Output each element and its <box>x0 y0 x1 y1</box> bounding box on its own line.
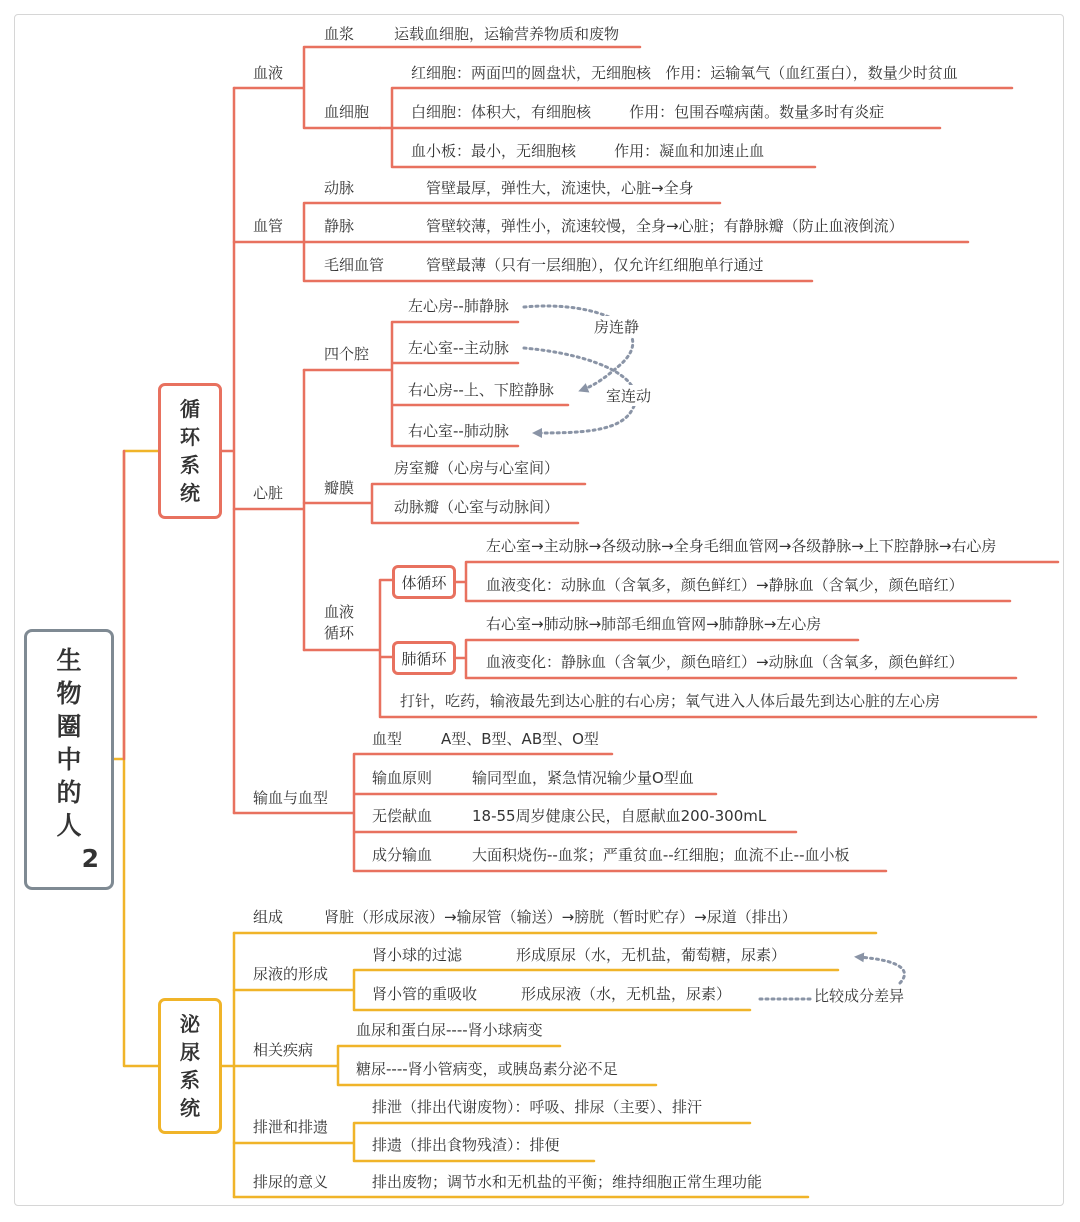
root-title-char: 的 <box>56 778 82 807</box>
circulatory-title-char: 循 <box>180 397 200 421</box>
pulmonary-circulation-topic <box>392 641 456 675</box>
circulatory-system-topic <box>158 383 222 519</box>
root-title-char: 物 <box>56 679 82 708</box>
systemic-blood-change: 血液变化：动脉血（含氧多，颜色鲜红）→静脉血（含氧少，颜色暗红） <box>486 576 964 594</box>
transfusion-item-label: 输血原则 <box>372 769 433 787</box>
pulmonary-path: 右心室→肺动脉→肺部毛细血管网→肺静脉→左心房 <box>486 615 822 633</box>
plasma-label: 血浆 <box>324 25 355 43</box>
urinary-title-char: 泌 <box>180 1012 200 1036</box>
transfusion-item-desc: 输同型血，紧急情况输少量O型血 <box>472 769 694 787</box>
circulatory-title-char: 环 <box>180 425 200 449</box>
white-blood-cell-desc: 白细胞：体积大，有细胞核 作用：包围吞噬病菌。数量多时有炎症 <box>411 103 885 121</box>
root-topic <box>24 629 114 890</box>
composition-label: 组成 <box>253 908 284 926</box>
root-title-char: 人 <box>56 811 82 840</box>
compare-difference-note: 比较成分差异 <box>814 987 905 1005</box>
circulation-label: 循环 <box>324 624 355 642</box>
disease-item: 血尿和蛋白尿----肾小球病变 <box>356 1021 543 1039</box>
plasma-desc: 运载血细胞，运输营养物质和废物 <box>394 25 620 43</box>
transfusion-item-label: 无偿献血 <box>372 807 433 825</box>
composition-desc: 肾脏（形成尿液）→输尿管（输送）→膀胱（暂时贮存）→尿道（排出） <box>324 908 797 926</box>
transfusion-label: 输血与血型 <box>253 789 329 807</box>
disease-item: 糖尿----肾小管病变，或胰岛素分泌不足 <box>356 1060 618 1078</box>
artery-label: 动脉 <box>324 179 355 197</box>
urinary-system-topic <box>158 998 222 1134</box>
valve-item: 动脉瓣（心室与动脉间） <box>394 498 560 516</box>
transfusion-item-desc: 大面积烧伤--血浆；严重贫血--红细胞；血流不止--血小板 <box>472 846 850 864</box>
excretion-item: 排遗（排出食物残渣）：排便 <box>372 1136 560 1154</box>
filtration-label: 肾小球的过滤 <box>372 946 463 964</box>
blood-cells-label: 血细胞 <box>324 103 370 121</box>
heart-branch <box>234 370 304 650</box>
urinary-trunk <box>222 933 234 1197</box>
vein-label: 静脉 <box>324 217 355 235</box>
reabsorption-label: 肾小管的重吸收 <box>372 985 478 1003</box>
transfusion-item-label: 成分输血 <box>372 846 433 864</box>
urination-meaning-label: 排尿的意义 <box>253 1173 329 1191</box>
chambers-label: 四个腔 <box>324 345 370 363</box>
pulmonary-circulation-label: 肺循环 <box>401 649 447 668</box>
artery-desc: 管壁最厚，弹性大，流速快，心脏→全身 <box>426 179 694 197</box>
excretion-label: 排泄和排遗 <box>253 1118 329 1136</box>
capillary-label: 毛细血管 <box>324 256 385 274</box>
urination-meaning-desc: 排出废物；调节水和无机盐的平衡；维持细胞正常生理功能 <box>372 1173 763 1191</box>
circulatory-title-char: 统 <box>180 481 200 505</box>
root-title-char: 圈 <box>56 712 82 741</box>
red-blood-cell-desc: 红细胞：两面凹的圆盘状，无细胞核 作用：运输氧气（血红蛋白），数量少时贫血 <box>411 64 958 82</box>
excretion-item: 排泄（排出代谢废物）：呼吸、排尿（主要）、排汗 <box>372 1098 703 1116</box>
vessels-label: 血管 <box>253 217 284 235</box>
root-title-char: 中 <box>56 745 82 774</box>
circulation-note: 打针，吃药，输液最先到达心脏的右心房；氧气进入人体后最先到达心脏的左心房 <box>400 692 941 710</box>
systemic-circulation-topic <box>392 565 456 599</box>
root-title-char: 生 <box>56 646 82 675</box>
root-title-char: 2 <box>81 844 99 873</box>
capillary-desc: 管壁最薄（只有一层细胞），仅允许红细胞单行通过 <box>426 256 764 274</box>
transfusion-item-desc: 18-55周岁健康公民，自愿献血200-300mL <box>472 807 767 825</box>
chamber-item: 左心室--主动脉 <box>408 339 509 357</box>
systemic-circulation-label: 体循环 <box>401 573 447 592</box>
pulmonary-blood-change: 血液变化：静脉血（含氧少，颜色暗红）→动脉血（含氧多，颜色鲜红） <box>486 653 964 671</box>
chamber-item: 左心房--肺静脉 <box>408 297 509 315</box>
valves-label: 瓣膜 <box>324 479 355 497</box>
atrium-vein-note: 房连静 <box>594 318 640 336</box>
transfusion-item-label: 血型 <box>372 730 403 748</box>
transfusion-item-desc: A型、B型、AB型、O型 <box>441 730 599 748</box>
urinary-title-char: 系 <box>180 1068 200 1092</box>
urinary-title-char: 统 <box>180 1096 200 1120</box>
diseases-label: 相关疾病 <box>253 1041 314 1059</box>
ventricle-artery-note: 室连动 <box>606 387 652 405</box>
valve-item: 房室瓣（心房与心室间） <box>394 459 560 477</box>
chamber-item: 右心室--肺动脉 <box>408 422 509 440</box>
circulatory-title-char: 系 <box>180 453 200 477</box>
circulation-label: 血液 <box>324 603 355 621</box>
chamber-item: 右心房--上、下腔静脉 <box>408 381 554 399</box>
formation-label: 尿液的形成 <box>253 965 329 983</box>
heart-label: 心脏 <box>253 484 284 502</box>
filtration-desc: 形成原尿（水，无机盐，葡萄糖，尿素） <box>516 946 787 964</box>
reabsorption-desc: 形成尿液（水，无机盐，尿素） <box>521 985 732 1003</box>
systemic-path: 左心室→主动脉→各级动脉→全身毛细血管网→各级静脉→上下腔静脉→右心房 <box>486 537 997 555</box>
circulatory-trunk <box>222 88 234 813</box>
blood-label: 血液 <box>253 64 284 82</box>
urinary-title-char: 尿 <box>180 1040 200 1064</box>
vein-desc: 管壁较薄，弹性小，流速较慢，全身→心脏；有静脉瓣（防止血液倒流） <box>426 217 904 235</box>
root-to-branches-connector <box>114 451 158 1066</box>
platelet-desc: 血小板：最小，无细胞核 作用：凝血和加速止血 <box>411 142 765 160</box>
